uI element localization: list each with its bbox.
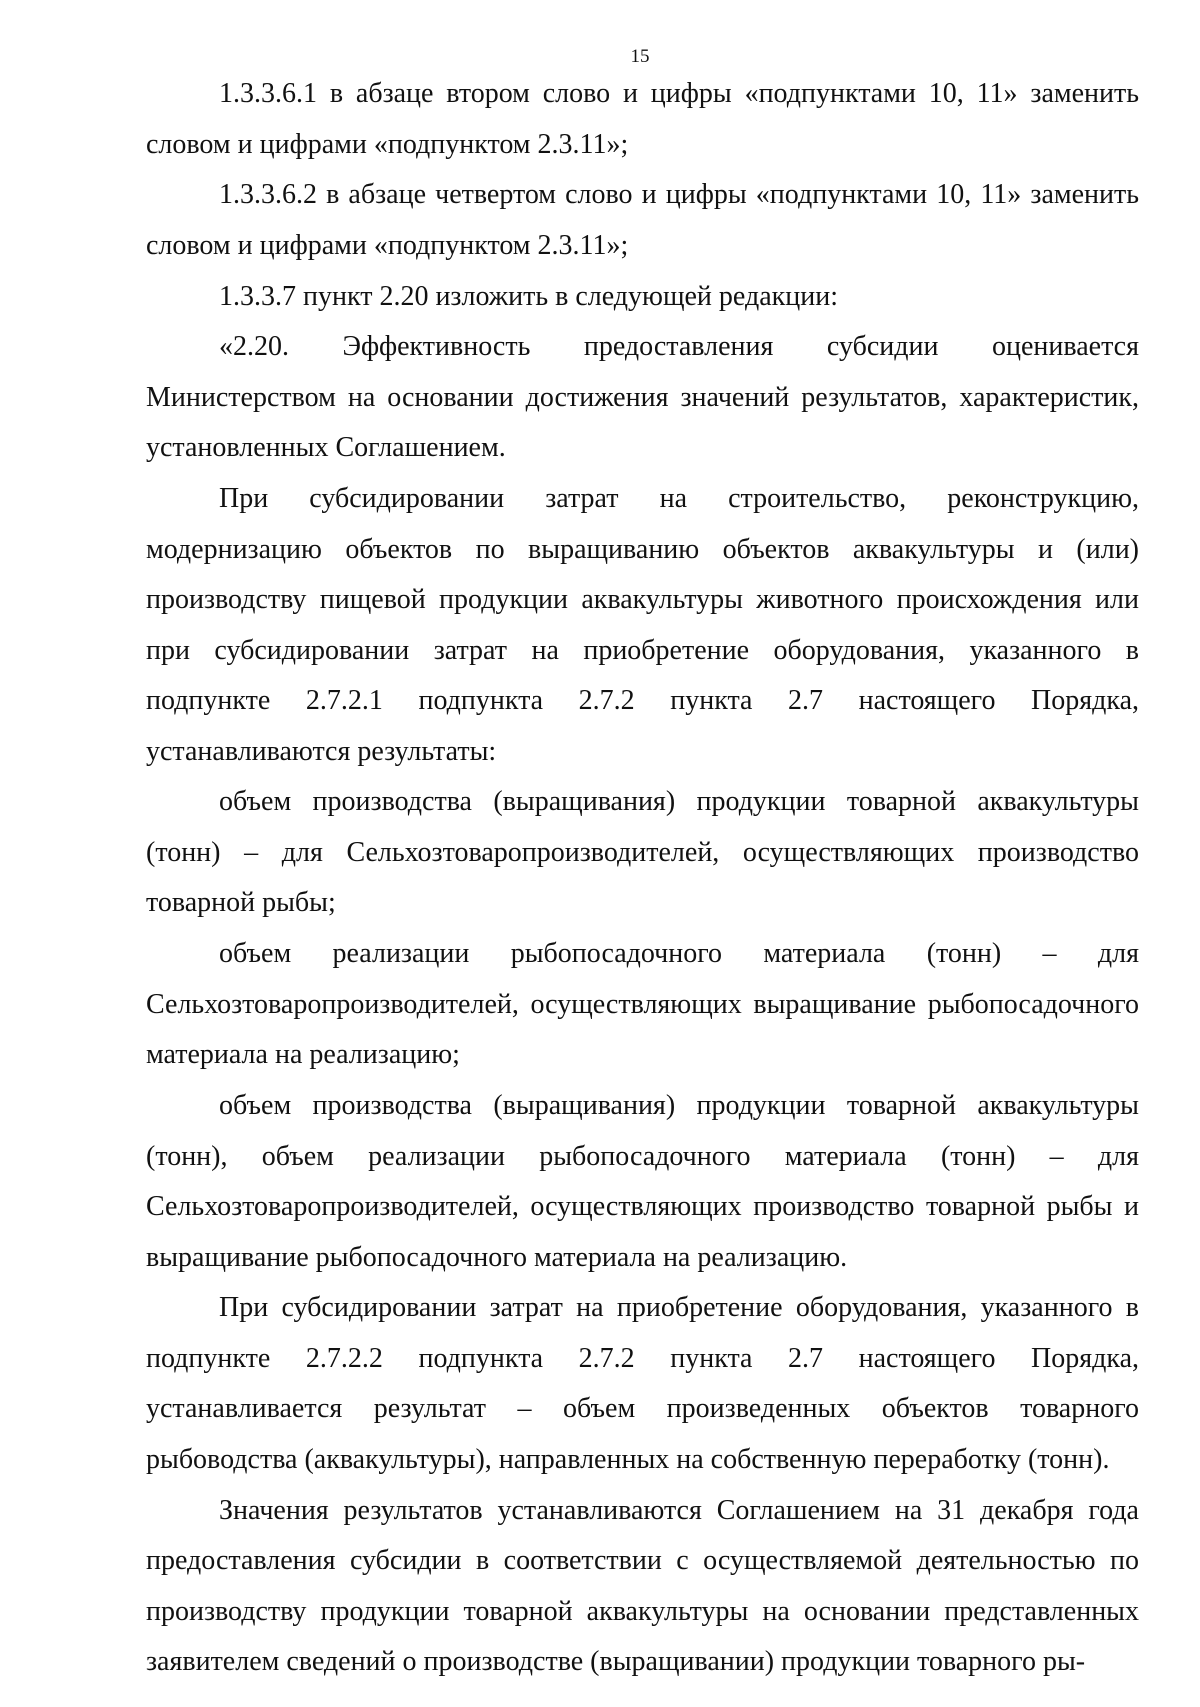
document-body — [146, 69, 1139, 1688]
paragraph-1-3-3-7: 1.3.3.7 пункт 2.20 изложить в следующей редакции: — [219, 280, 838, 312]
paragraph-1-3-3-6-1: 1.3.3.6.1 в абзаце втором слово и цифры «подпунктами 10, 11» заменить словом и цифрами «подпунктом 2.3.11»; — [146, 78, 1139, 160]
paragraph-construction-subsidy: При субсидировании затрат на строительство, реконструкцию, модернизацию объектов по выращиванию объектов аквакультуры и (или) производству пищевой продукции аквакультуры животного происхождения или при субсидировании затрат на приобретение оборудования, указанного в подпункте 2.7.2.1 подпункта 2.7.2 пункта 2.7 настоящего Порядка, устанавливаются результаты: — [146, 483, 1139, 767]
paragraph-2-20-effectiveness: «2.20. Эффективность предоставления субсидии оценивается Министерством на основании достижения значений результатов, характеристик, установленных Соглашением. — [146, 331, 1139, 464]
page-number: 15 — [630, 46, 650, 67]
paragraph-1-3-3-6-2: 1.3.3.6.2 в абзаце четвертом слово и цифры «подпунктами 10, 11» заменить словом и цифрами «подпунктом 2.3.11»; — [146, 179, 1139, 261]
paragraph-result-combined: объем производства (выращивания) продукции товарной аквакультуры (тонн), объем реализации рыбопосадочного материала (тонн) – для Сельхозтоваропроизводителей, осуществляющих производство товарной рыбы и выращивание рыбопосадочного материала на реализацию. — [146, 1090, 1139, 1273]
paragraph-result-commercial-fish: объем производства (выращивания) продукции товарной аквакультуры (тонн) – для Сельхозтоваропроизводителей, осуществляющих производство товарной рыбы; — [146, 786, 1139, 919]
paragraph-equipment-subsidy: При субсидировании затрат на приобретение оборудования, указанного в подпункте 2.7.2.2 подпункта 2.7.2 пункта 2.7 настоящего Порядка, устанавливается результат – объем произведенных объектов товарного рыбоводства (аквакультуры), направленных на собственную переработку (тонн). — [146, 1292, 1139, 1475]
paragraph-result-fish-seed: объем реализации рыбопосадочного материала (тонн) – для Сельхозтоваропроизводителей, осуществляющих выращивание рыбопосадочного материала на реализацию; — [146, 938, 1139, 1071]
paragraph-result-values: Значения результатов устанавливаются Соглашением на 31 декабря года предоставления субсидии в соответствии с осуществляемой деятельностью по производству продукции товарной аквакультуры на основании представленных заявителем сведений о производстве (выращивании) продукции товарного ры- — [146, 1494, 1139, 1678]
